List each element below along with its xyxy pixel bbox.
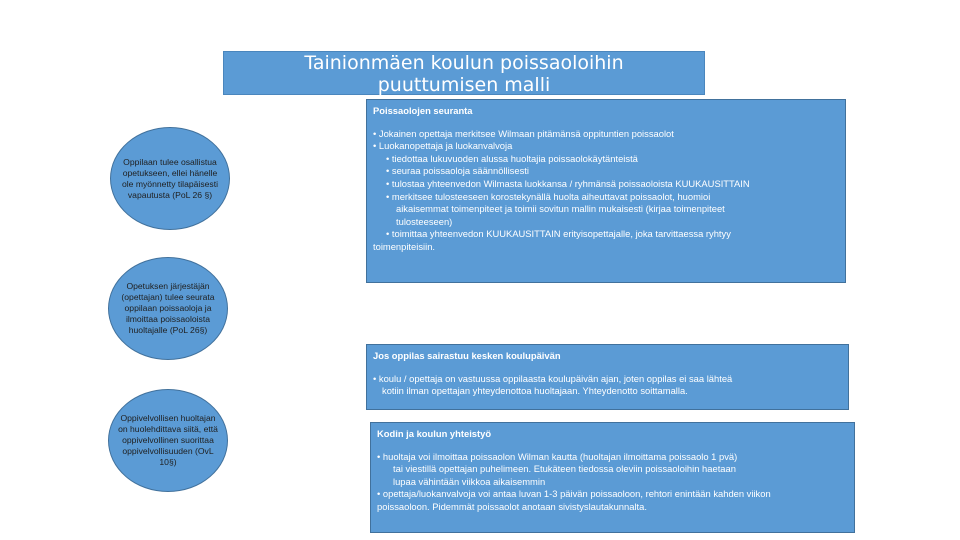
circle-guardian-duty [108,389,228,492]
box-line: lupaa vähintään viikkoa aikaisemmin [393,475,546,487]
box-line: • opettaja/luokanvalvoja voi antaa luvan 1-3 päivän poissaoloon, rehtori enintään kahden viikon [377,488,771,500]
circle-text: Oppilaan tulee osallistua opetukseen, ellei hänelle ole myönnetty tilapäisesti vapautusta (PoL 26 §) [121,156,218,200]
home-school-cooperation-box [370,422,855,533]
circle-text: Oppivelvollisen huoltajan on huolehdittava siitä, että oppivelvollinen suorittaa oppivelvollisuuden (OvL 10§) [118,413,218,467]
box-heading: Kodin ja koulun yhteistyö [377,428,492,439]
box-heading: Jos oppilas sairastuu kesken koulupäivän [373,350,561,361]
absence-monitoring-box [366,99,846,283]
circle-text: Opetuksen järjestäjän (opettajan) tulee seurata oppilaan poissaoloja ja ilmoittaa poissaoloista huoltajalle (PoL 26§) [121,281,215,335]
box-heading: Poissaolojen seuranta [373,105,473,116]
box-line: • huoltaja voi ilmoittaa poissaolon Wilman kautta (huoltajan ilmoittama poissaolo 1 pvä) [377,450,738,462]
box-line: aikaisemmat toimenpiteet ja toimii sovitun mallin mukaisesti (kirjaa toimenpiteet [396,203,725,215]
box-line: tai viestillä opettajan puhelimeen. Etukäteen tiedossa oleviin poissaoloihin haetaan [393,463,736,475]
slide-title [223,51,705,95]
box-line: • seuraa poissaoloja säännöllisesti [386,165,529,177]
box-line: • tulostaa yhteenvedon Wilmasta luokkansa / ryhmänsä poissaoloista KUUKAUSITTAIN [386,177,750,189]
box-line: • Jokainen opettaja merkitsee Wilmaan pitämänsä oppituntien poissaolot [373,127,674,139]
sick-during-day-box [366,344,849,410]
circle-attendance-duty [110,127,230,230]
box-line: • Luokanopettaja ja luokanvalvoja [373,140,513,152]
box-line: • koulu / opettaja on vastuussa oppilaasta koulupäivän ajan, joten oppilas ei saa lähteä [373,372,733,384]
box-line: • toimittaa yhteenvedon KUUKAUSITTAIN erityisopettajalle, joka tarvittaessa ryhtyy [386,228,731,240]
box-line: poissaoloon. Pidemmät poissaolot anotaan sivistyslautakunnalta. [377,500,647,512]
circle-teacher-duty [108,257,228,360]
title-part-1: Tainionmäen koulun [304,52,495,74]
box-line: • merkitsee tulosteeseen korostekynällä huolta aiheuttavat poissaolot, huomioi [386,190,711,202]
title-line-2: puuttumisen malli [377,74,551,96]
box-line: toimenpiteisiin. [373,240,436,252]
box-line: • tiedottaa lukuvuoden alussa huoltajia poissaolokäytänteistä [386,152,638,164]
box-line: tulosteeseen) [396,215,453,227]
title-part-2: poissaoloihin [494,52,624,74]
box-line: kotiin ilman opettajan yhteydenottoa huoltajaan. Yhteydenotto soittamalla. [382,385,688,397]
